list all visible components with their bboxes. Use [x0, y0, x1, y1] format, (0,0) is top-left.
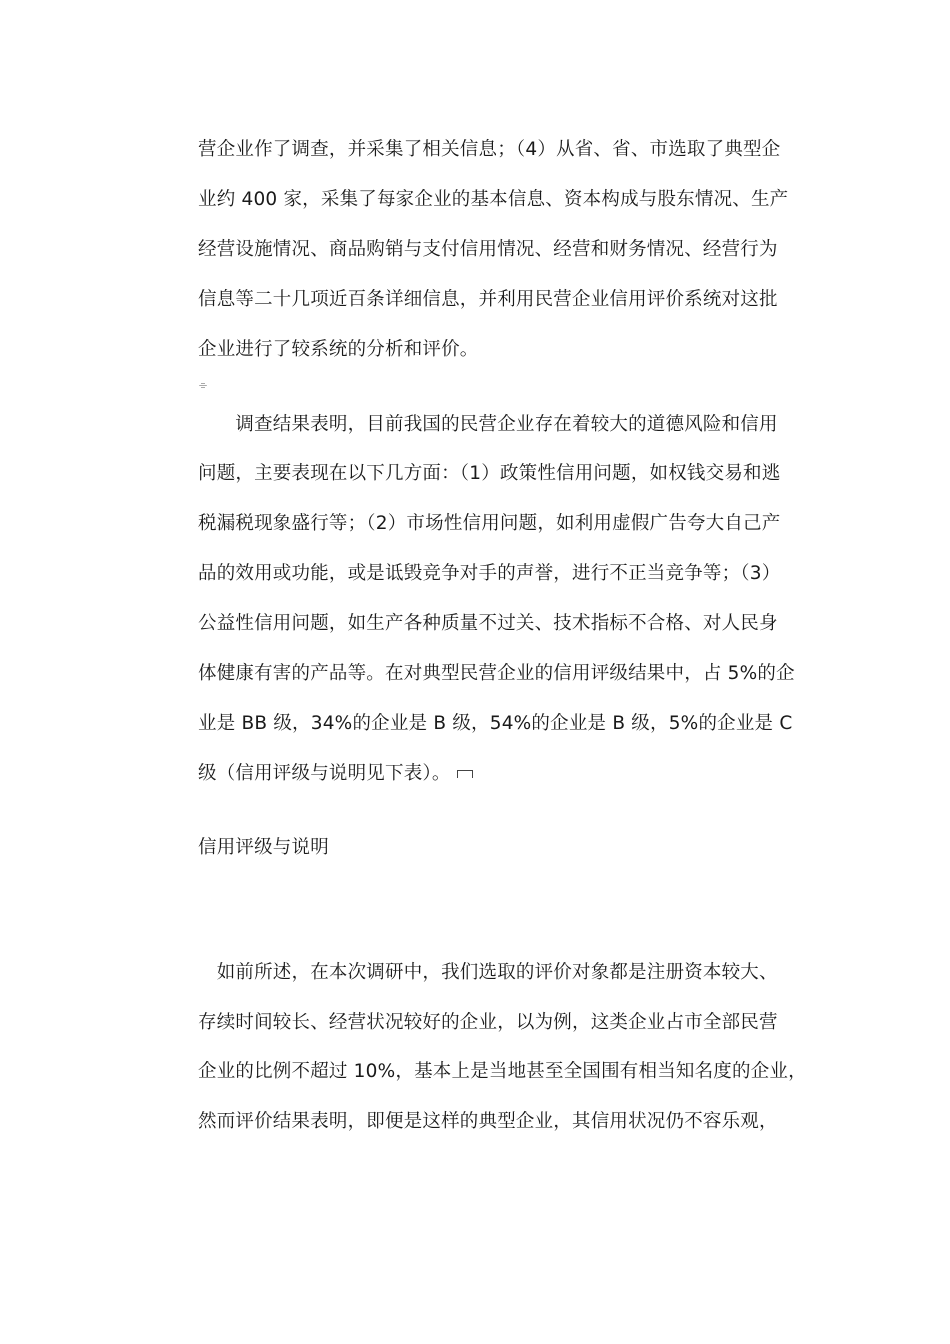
paragraph-1-line-5: 企业进行了较系统的分析和评价。	[198, 339, 479, 360]
table-caption: 信用评级与说明	[198, 837, 329, 858]
paragraph-1-line-1: 营企业作了调查，并采集了相关信息；（4）从省、省、市选取了典型企	[198, 139, 781, 160]
paragraph-2-line-6: 体健康有害的产品等。在对典型民营企业的信用评级结果中，占 5%的企	[198, 663, 795, 684]
table-anchor-icon	[457, 770, 473, 778]
paragraph-3-line-4: 然而评价结果表明，即便是这样的典型企业，其信用状况仍不容乐观，	[198, 1111, 778, 1132]
paragraph-3-line-1: 如前所述，在本次调研中，我们选取的评价对象都是注册资本较大、	[198, 962, 778, 983]
paragraph-2-line-3: 税漏税现象盛行等；（2）市场性信用问题，如利用虚假广告夸大自己产	[198, 513, 781, 534]
paragraph-3-line-2: 存续时间较长、经营状况较好的企业，以为例，这类企业占市全部民营	[198, 1012, 778, 1033]
paragraph-2-line-1: 调查结果表明，目前我国的民营企业存在着较大的道德风险和信用	[198, 414, 778, 435]
paragraph-mark-icon: ⌯	[199, 380, 207, 391]
paragraph-2-line-8: 级（信用评级与说明见下表）。	[198, 763, 451, 784]
paragraph-1-line-2: 业约 400 家，采集了每家企业的基本信息、资本构成与股东情况、生产	[198, 189, 789, 210]
paragraph-2-line-7: 业是 BB 级，34%的企业是 B 级，54%的企业是 B 级，5%的企业是 C	[198, 713, 793, 734]
paragraph-2-line-8-wrap	[198, 761, 818, 787]
paragraph-3-line-3: 企业的比例不超过 10%，基本上是当地甚至全国围有相当知名度的企业，	[198, 1061, 807, 1082]
paragraph-2-line-4: 品的效用或功能，或是诋毁竞争对手的声誉，进行不正当竞争等；（3）	[198, 563, 781, 584]
paragraph-2-line-2: 问题，主要表现在以下几方面：（1）政策性信用问题，如权钱交易和逃	[198, 463, 781, 484]
paragraph-1-line-4: 信息等二十几项近百条详细信息，并利用民营企业信用评价系统对这批	[198, 289, 778, 310]
paragraph-1-line-3: 经营设施情况、商品购销与支付信用情况、经营和财务情况、经营行为	[198, 239, 778, 260]
paragraph-2-line-5: 公益性信用问题，如生产各种质量不过关、技术指标不合格、对人民身	[198, 613, 778, 634]
